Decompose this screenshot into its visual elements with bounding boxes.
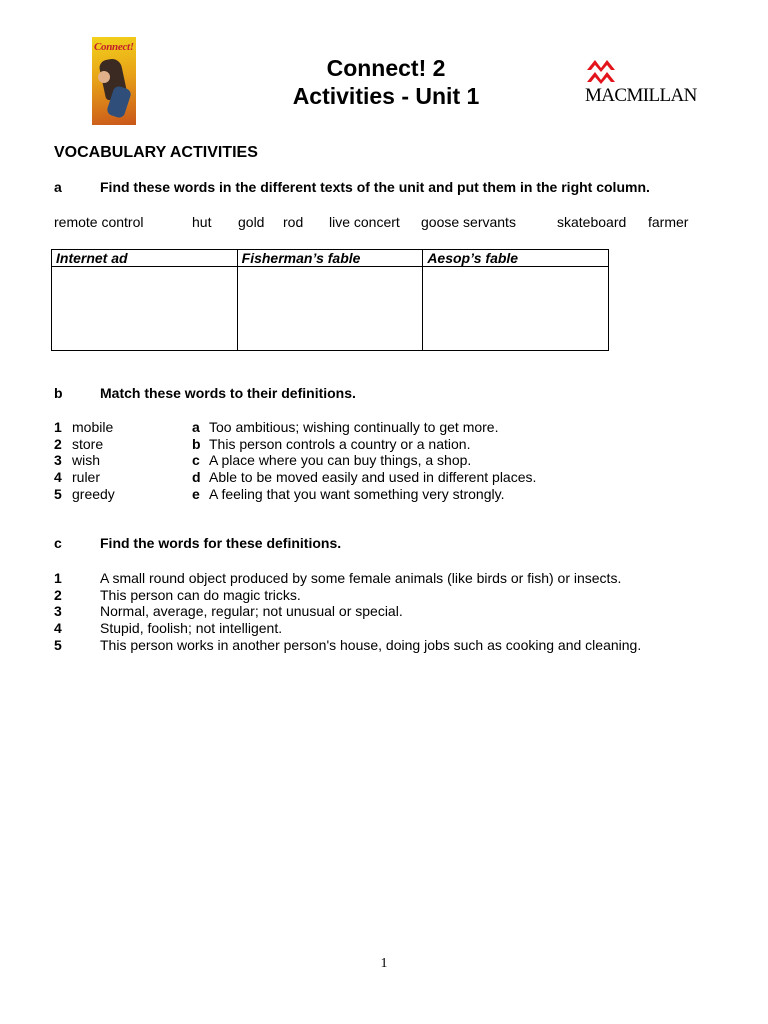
match-word: mobile (72, 419, 114, 435)
match-word-number: 3 (54, 452, 62, 468)
definition-letter: e (192, 486, 200, 502)
column-header-fishermans-fable: Fisherman’s fable (237, 250, 423, 267)
activity-c-letter: c (54, 535, 62, 551)
definition-text: A feeling that you want something very strongly. (209, 486, 505, 502)
activity-b-instruction: Match these words to their definitions. (100, 385, 356, 401)
definition-letter: b (192, 436, 201, 452)
page-title-line2: Activities - Unit 1 (292, 83, 480, 109)
activity-a-letter: a (54, 179, 62, 195)
definition-letter: a (192, 419, 200, 435)
logo-wordmark: MACMILLAN (585, 85, 697, 106)
word-item: skateboard (557, 214, 627, 230)
answer-cell-aesops-fable[interactable] (423, 267, 609, 351)
book-cover-image (92, 37, 136, 125)
answer-cell-internet-ad[interactable] (52, 267, 238, 351)
match-word: ruler (72, 469, 101, 485)
word-item: hut (192, 214, 212, 230)
definition-number: 2 (54, 587, 62, 603)
definition-text: A small round object produced by some female animals (like birds or fish) or insects. (100, 570, 622, 586)
match-word: wish (72, 452, 101, 468)
word-item: gold (238, 214, 265, 230)
definition-text: This person can do magic tricks. (100, 587, 301, 603)
section-title: VOCABULARY ACTIVITIES (54, 144, 258, 161)
macmillan-logo (585, 56, 701, 104)
definition-text: This person controls a country or a nation. (209, 436, 471, 452)
match-word-number: 5 (54, 486, 62, 502)
word-sort-table (51, 249, 609, 351)
word-item: remote control (54, 214, 144, 230)
definition-text: This person works in another person's house, doing jobs such as cooking and cleaning. (100, 637, 642, 653)
definition-letter: d (192, 469, 201, 485)
match-word-number: 4 (54, 469, 62, 485)
word-item: farmer (648, 214, 689, 230)
definition-number: 5 (54, 637, 62, 653)
definition-number: 4 (54, 620, 62, 636)
match-word-number: 2 (54, 436, 62, 452)
column-header-internet-ad: Internet ad (52, 250, 238, 267)
macmillan-logo-icon (585, 56, 621, 84)
page-number: 1 (380, 956, 388, 971)
definition-text: Too ambitious; wishing continually to get more. (209, 419, 499, 435)
activity-c-instruction: Find the words for these definitions. (100, 535, 342, 551)
match-word: greedy (72, 486, 115, 502)
definition-text: Stupid, foolish; not intelligent. (100, 620, 283, 636)
match-word-number: 1 (54, 419, 62, 435)
definition-text: Normal, average, regular; not unusual or special. (100, 603, 403, 619)
activity-a-instruction: Find these words in the different texts of the unit and put them in the right column. (100, 179, 650, 195)
definition-letter: c (192, 452, 200, 468)
page-title-line1: Connect! 2 (326, 55, 446, 81)
definition-number: 1 (54, 570, 62, 586)
match-word: store (72, 436, 104, 452)
definition-text: A place where you can buy things, a shop. (209, 452, 472, 468)
word-item: goose servants (421, 214, 516, 230)
word-item: rod (283, 214, 304, 230)
column-header-aesops-fable: Aesop’s fable (423, 250, 609, 267)
definition-text: Able to be moved easily and used in different places. (209, 469, 537, 485)
activity-b-letter: b (54, 385, 63, 401)
word-item: live concert (329, 214, 400, 230)
answer-cell-fishermans-fable[interactable] (237, 267, 423, 351)
cover-title: Connect! (94, 41, 134, 53)
definition-number: 3 (54, 603, 62, 619)
